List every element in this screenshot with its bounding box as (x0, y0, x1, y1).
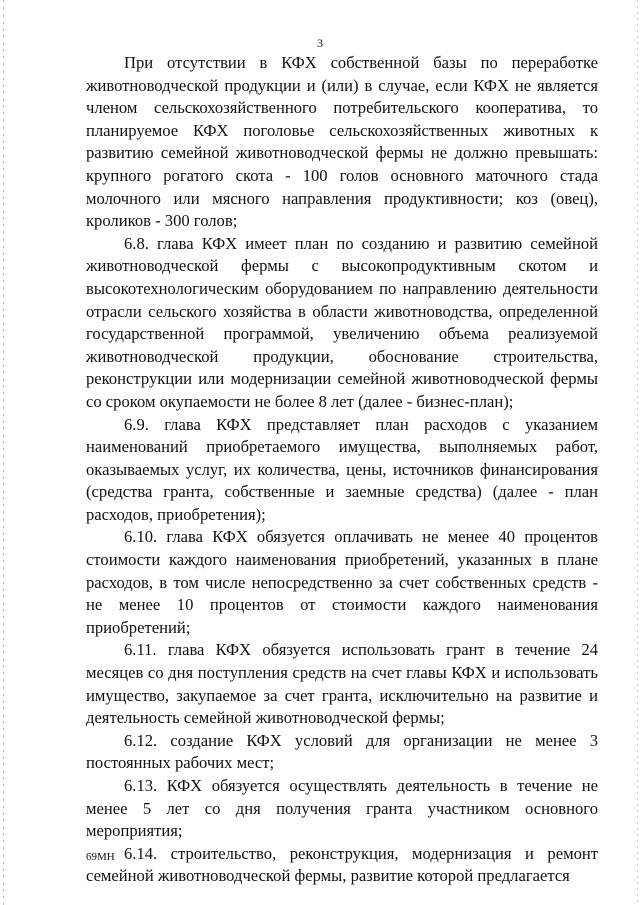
paragraph-6-11-grant-usage: 6.11. глава КФХ обязуется использовать грант в течение 24 месяцев со дня поступления средств на счет главы КФХ и использовать имущество, закупаемое за счет гранта, исключительно на развитие и деятельность семейной животноводческой фермы; (86, 640, 598, 728)
paragraph-6-9-expense-plan: 6.9. глава КФХ представляет план расходов с указанием наименований приобретаемого имущества, выполняемых работ, оказываемых услуг, их количества, цены, источников финансирования (средства гранта, собственные и заемные средства) (далее - план расходов, приобретения); (86, 414, 598, 524)
paragraph-6-14-construction: 6.14. строительство, реконструкция, модернизация и ремонт семейной животноводческой фермы, развитие которой предлагается (86, 843, 598, 886)
page-number: 3 (317, 36, 323, 50)
scan-edge-right (637, 0, 638, 905)
paragraph-farm-livestock-limit: При отсутствии в КФХ собственной базы по переработке животноводческой продукции и (или) в случае, если КФХ не является членом сельскохозяйственного потребительского кооператива, то планируемое КФХ поголовье сельскохозяйственных животных к развитию семейной животноводческой фермы не должно превышать: крупного рогатого скота - 100 голов основного маточного стада молочного или мясного направления продуктивности; коз (овец), кроликов - 300 голов; (86, 53, 598, 231)
document-code: 69МН (86, 851, 115, 863)
paragraph-6-8-business-plan: 6.8. глава КФХ имеет план по созданию и развитию семейной животноводческой фермы с высокопродуктивным скотом и высокотехнологическим оборудованием по направлению деятельности отрасли сельского хозяйства в области животноводства, определенной государственной программой, увеличению объема реализуемой животноводческой продукции, обоснование строительства, реконструкции или модернизации семейной животноводческой фермы со сроком окупаемости не более 8 лет (далее - бизнес-план); (86, 233, 598, 411)
paragraph-6-10-payment-share: 6.10. глава КФХ обязуется оплачивать не менее 40 процентов стоимости каждого наименования приобретений, указанных в плане расходов, в том числе непосредственно за счет собственных средств - не менее 10 процентов от стоимости каждого наименования приобретений; (86, 527, 598, 637)
paragraph-6-12-jobs: 6.12. создание КФХ условий для организации не менее 3 постоянных рабочих мест; (86, 730, 598, 773)
document-body (86, 52, 598, 888)
paragraph-6-13-activity-term: 6.13. КФХ обязуется осуществлять деятельность в течение не менее 5 лет со дня получения гранта участником основного мероприятия; (86, 776, 598, 841)
scan-edge-left (3, 0, 4, 905)
